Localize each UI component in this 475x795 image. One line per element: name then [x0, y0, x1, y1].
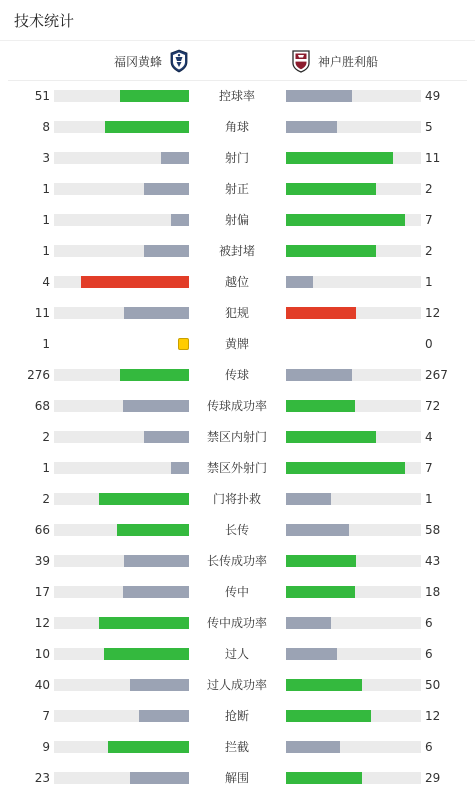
away-value: 4 [425, 430, 433, 444]
stat-row [0, 453, 475, 484]
stat-row [0, 670, 475, 701]
stat-label: 禁区外射门 [206, 461, 267, 475]
stat-row [0, 298, 475, 329]
stat-row [0, 329, 475, 360]
away-value: 72 [425, 399, 441, 413]
away-bar-fill [286, 276, 313, 288]
stat-label: 过人 [224, 647, 249, 661]
away-bar-fill [286, 524, 349, 536]
yellow-card-icon [178, 338, 189, 350]
away-value: 5 [425, 120, 433, 134]
home-value: 3 [42, 151, 50, 165]
home-bar-track [54, 152, 189, 164]
home-value: 8 [42, 120, 50, 134]
away-value: 49 [425, 89, 441, 103]
home-value: 1 [42, 337, 50, 351]
stat-row [0, 546, 475, 577]
home-value: 11 [34, 306, 50, 320]
away-bar-track [286, 586, 421, 598]
stat-label: 越位 [224, 275, 249, 289]
home-team-name: 福冈黄蜂 [114, 54, 163, 69]
away-bar-fill [286, 152, 393, 164]
stat-label: 长传 [224, 523, 249, 537]
stat-row [0, 174, 475, 205]
stat-label: 解围 [224, 771, 249, 785]
away-value: 11 [425, 151, 441, 165]
stat-row [0, 639, 475, 670]
home-value: 40 [34, 678, 50, 692]
home-bar-track [54, 431, 189, 443]
stat-label: 过人成功率 [206, 678, 267, 692]
stat-row [0, 484, 475, 515]
away-value: 12 [425, 709, 441, 723]
away-bar-fill [286, 183, 376, 195]
away-bar-fill [286, 648, 337, 660]
away-bar-track [286, 307, 421, 319]
home-bar-fill [144, 245, 189, 257]
away-bar-fill [286, 772, 362, 784]
away-bar-fill [286, 307, 356, 319]
away-bar-fill [286, 555, 356, 567]
stat-row [0, 422, 475, 453]
away-bar-fill [286, 90, 352, 102]
away-value: 29 [425, 771, 441, 785]
home-bar-fill [123, 586, 189, 598]
home-bar-fill [130, 772, 189, 784]
home-bar-track [54, 121, 189, 133]
home-bar-fill [104, 648, 189, 660]
home-bar-fill [120, 369, 189, 381]
stat-label: 门将扑救 [212, 492, 261, 506]
stat-label: 被封堵 [218, 244, 255, 258]
stat-row [0, 732, 475, 763]
away-bar-track [286, 617, 421, 629]
away-bar-track [286, 369, 421, 381]
away-bar-fill [286, 586, 355, 598]
stat-label: 射正 [224, 182, 249, 196]
away-value: 18 [425, 585, 441, 599]
home-bar-track [54, 90, 189, 102]
home-bar-track [54, 617, 189, 629]
page-title: 技术统计 [14, 11, 75, 30]
home-bar-fill [99, 617, 189, 629]
away-value: 0 [425, 337, 433, 351]
home-bar-track [54, 741, 189, 753]
home-bar-fill [171, 462, 189, 474]
away-bar-track [286, 772, 421, 784]
away-value: 2 [425, 244, 433, 258]
away-bar-track [286, 555, 421, 567]
home-bar-track [54, 772, 189, 784]
stat-label: 传中 [224, 585, 249, 599]
away-bar-track [286, 90, 421, 102]
away-bar-track [286, 710, 421, 722]
home-bar-fill [171, 214, 189, 226]
stat-row [0, 236, 475, 267]
stat-row [0, 577, 475, 608]
page-header [0, 0, 475, 40]
home-value: 10 [34, 647, 50, 661]
away-bar-track [286, 183, 421, 195]
away-bar-fill [286, 493, 331, 505]
home-bar-fill [99, 493, 189, 505]
home-bar-track [54, 183, 189, 195]
stats-list [0, 81, 475, 794]
home-value: 1 [42, 213, 50, 227]
home-value: 39 [34, 554, 50, 568]
away-bar-track [286, 493, 421, 505]
away-bar-track [286, 462, 421, 474]
away-bar-fill [286, 710, 371, 722]
away-bar-fill [286, 741, 340, 753]
away-value: 50 [425, 678, 441, 692]
home-bar-fill [144, 431, 189, 443]
home-bar-fill [139, 710, 189, 722]
away-value: 6 [425, 616, 433, 630]
stat-label: 传中成功率 [206, 616, 267, 630]
home-value: 17 [34, 585, 50, 599]
home-bar-fill [124, 307, 189, 319]
home-value: 12 [34, 616, 50, 630]
away-bar-track [286, 679, 421, 691]
avispa-fukuoka-crest-icon [168, 48, 190, 74]
home-bar-fill [120, 90, 189, 102]
away-bar-fill [286, 400, 355, 412]
away-bar-track [286, 245, 421, 257]
stat-label: 拦截 [224, 740, 249, 754]
stat-row [0, 143, 475, 174]
away-value: 58 [425, 523, 441, 537]
home-bar-track [54, 524, 189, 536]
home-bar-track [54, 369, 189, 381]
home-bar-fill [123, 400, 189, 412]
home-bar-fill [124, 555, 189, 567]
stat-label: 抢断 [224, 709, 249, 723]
stat-label: 禁区内射门 [206, 430, 267, 444]
away-bar-fill [286, 462, 405, 474]
home-bar-track [54, 338, 189, 350]
vissel-kobe-crest-icon [290, 48, 312, 74]
home-value: 1 [42, 244, 50, 258]
home-bar-track [54, 493, 189, 505]
home-bar-track [54, 679, 189, 691]
away-bar-track [286, 338, 421, 350]
away-team-name: 神户胜利船 [318, 54, 379, 69]
away-bar-fill [286, 369, 352, 381]
away-bar-fill [286, 431, 376, 443]
away-value: 12 [425, 306, 441, 320]
away-value: 1 [425, 492, 433, 506]
home-value: 51 [34, 89, 50, 103]
away-value: 6 [425, 647, 433, 661]
away-bar-track [286, 524, 421, 536]
stat-row [0, 360, 475, 391]
home-bar-fill [130, 679, 189, 691]
away-value: 43 [425, 554, 441, 568]
home-value: 2 [42, 430, 50, 444]
away-bar-fill [286, 679, 362, 691]
stat-row [0, 608, 475, 639]
home-bar-fill [161, 152, 189, 164]
stat-label: 控球率 [218, 89, 255, 103]
home-team [114, 41, 190, 81]
home-bar-track [54, 586, 189, 598]
stat-label: 长传成功率 [206, 554, 267, 568]
stat-label: 角球 [224, 120, 249, 134]
stat-row [0, 81, 475, 112]
stat-row [0, 267, 475, 298]
stat-row [0, 391, 475, 422]
teams-bar [8, 41, 467, 81]
home-bar-track [54, 400, 189, 412]
away-bar-fill [286, 214, 405, 226]
home-value: 2 [42, 492, 50, 506]
home-value: 4 [42, 275, 50, 289]
home-bar-track [54, 710, 189, 722]
home-bar-fill [81, 276, 189, 288]
home-bar-fill [144, 183, 189, 195]
away-bar-track [286, 741, 421, 753]
home-bar-track [54, 462, 189, 474]
home-bar-track [54, 276, 189, 288]
home-bar-track [54, 245, 189, 257]
stat-label: 射门 [224, 151, 249, 165]
away-team [290, 41, 378, 81]
stat-label: 射偏 [224, 213, 249, 227]
away-bar-track [286, 648, 421, 660]
stat-label: 传球 [224, 368, 249, 382]
home-bar-fill [108, 741, 189, 753]
away-bar-track [286, 400, 421, 412]
home-value: 1 [42, 182, 50, 196]
away-bar-track [286, 214, 421, 226]
home-value: 9 [42, 740, 50, 754]
home-bar-track [54, 307, 189, 319]
home-value: 23 [34, 771, 50, 785]
stat-row [0, 205, 475, 236]
home-value: 7 [42, 709, 50, 723]
away-bar-fill [286, 121, 337, 133]
stat-row [0, 763, 475, 794]
home-bar-track [54, 214, 189, 226]
away-value: 7 [425, 461, 433, 475]
away-value: 267 [425, 368, 448, 382]
away-bar-track [286, 121, 421, 133]
away-value: 6 [425, 740, 433, 754]
stat-row [0, 515, 475, 546]
stat-row [0, 112, 475, 143]
away-value: 2 [425, 182, 433, 196]
stat-label: 犯规 [224, 306, 249, 320]
home-value: 1 [42, 461, 50, 475]
home-value: 276 [27, 368, 50, 382]
stat-row [0, 701, 475, 732]
home-value: 68 [34, 399, 50, 413]
home-bar-fill [105, 121, 189, 133]
away-bar-track [286, 431, 421, 443]
away-bar-track [286, 152, 421, 164]
home-bar-fill [117, 524, 189, 536]
away-bar-fill [286, 245, 376, 257]
away-bar-track [286, 276, 421, 288]
away-value: 1 [425, 275, 433, 289]
stat-label: 黄牌 [224, 337, 249, 351]
away-bar-fill [286, 617, 331, 629]
stat-label: 传球成功率 [206, 399, 267, 413]
away-value: 7 [425, 213, 433, 227]
home-bar-track [54, 555, 189, 567]
home-bar-track [54, 648, 189, 660]
home-value: 66 [34, 523, 50, 537]
